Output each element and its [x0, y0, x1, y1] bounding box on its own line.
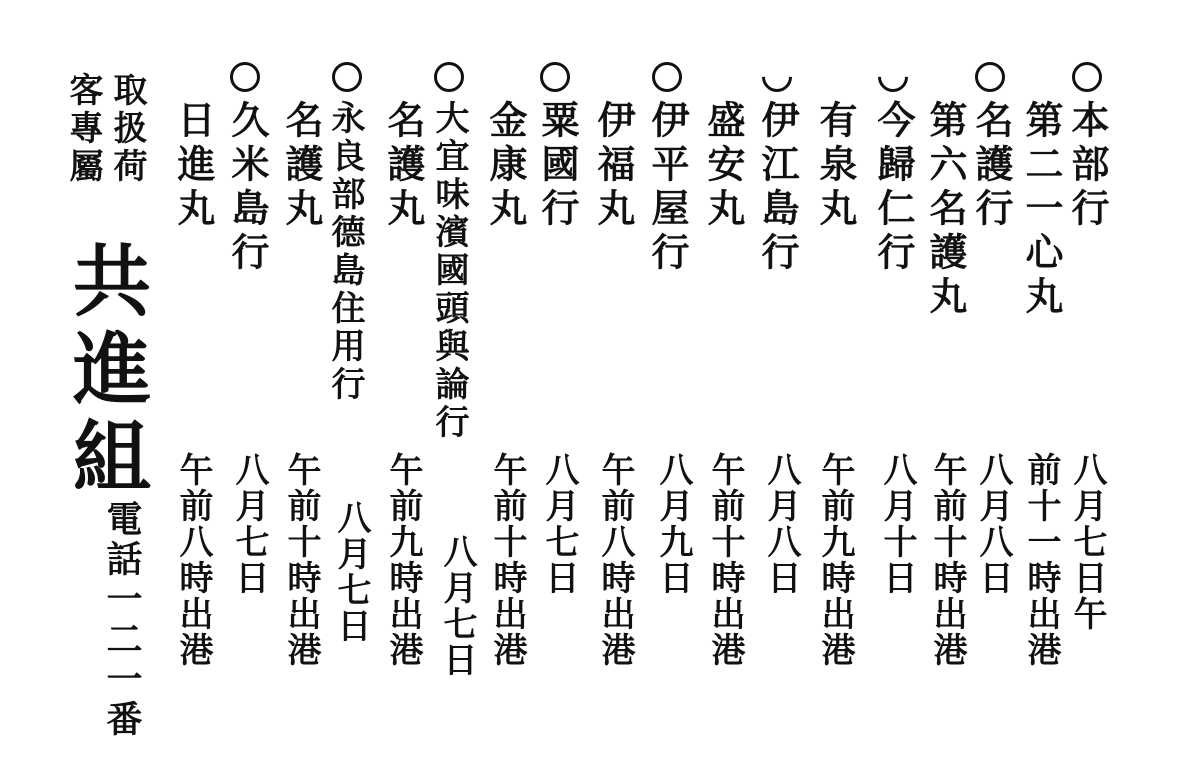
- circle-mark: [332, 62, 362, 92]
- route-name: 名護行: [969, 100, 1014, 232]
- departure-date: 八月八日: [761, 452, 801, 596]
- phone-number: 電話一二一番: [101, 500, 143, 740]
- circle-mark: [540, 62, 570, 92]
- departure-time: 午前九時出港: [815, 452, 855, 668]
- departure-date: 八月八日: [973, 452, 1013, 596]
- departure-date: 八月七日: [331, 500, 371, 644]
- departure-date: 八月七日: [229, 452, 269, 596]
- circle-mark: [1072, 62, 1102, 92]
- route-name: 本部行: [1065, 100, 1110, 232]
- departure-date: 八月七日: [437, 534, 477, 678]
- ship-name: 有泉丸: [813, 100, 858, 232]
- ship-name: 金康丸: [483, 100, 528, 232]
- company-name: 共進組: [60, 240, 151, 504]
- route-name: 今歸仁行: [871, 100, 916, 276]
- departure-time: 午前九時出港: [383, 452, 423, 668]
- ship-name: 日進丸: [171, 100, 216, 232]
- circle-mark: [434, 62, 464, 92]
- route-name: 久米島行: [225, 100, 270, 276]
- ship-name: 名護丸: [381, 100, 426, 232]
- route-name: 永良部德島住用行: [325, 100, 365, 404]
- circle-mark: [230, 62, 260, 92]
- departure-date: 八月九日: [653, 452, 693, 596]
- route-name: 伊平屋行: [645, 100, 690, 276]
- departure-time: 午前十時出港: [281, 452, 321, 668]
- departure-time: 午前八時出港: [173, 452, 213, 668]
- half-circle-mark: [872, 56, 914, 98]
- departure-time: 午前八時出港: [595, 452, 635, 668]
- ship-name: 名護丸: [279, 100, 324, 232]
- agent-label-line2: 客專屬: [63, 72, 103, 186]
- route-name: 粟國行: [535, 100, 580, 232]
- departure-date: 八月七日: [539, 452, 579, 596]
- departure-time: 午前十時出港: [927, 452, 967, 668]
- departure-date: 八月十日: [877, 452, 917, 596]
- departure-time: 前十一時出港: [1021, 452, 1061, 668]
- departure-time: 午前十時出港: [487, 452, 527, 668]
- circle-mark: [975, 62, 1005, 92]
- route-name: 伊江島行: [755, 100, 800, 276]
- departure-time: 午前十時出港: [705, 452, 745, 668]
- circle-mark: [652, 62, 682, 92]
- ship-name: 盛安丸: [701, 100, 746, 232]
- ship-name: 伊福丸: [591, 100, 636, 232]
- ship-name: 第二一心丸: [1019, 100, 1064, 320]
- departure-date: 八月七日午: [1067, 452, 1107, 632]
- ship-name: 第六名護丸: [923, 100, 968, 320]
- half-circle-mark: [756, 56, 798, 98]
- route-name: 大宜味濱國頭與論行: [429, 100, 469, 442]
- agent-label-line1: 取扱荷: [107, 72, 147, 186]
